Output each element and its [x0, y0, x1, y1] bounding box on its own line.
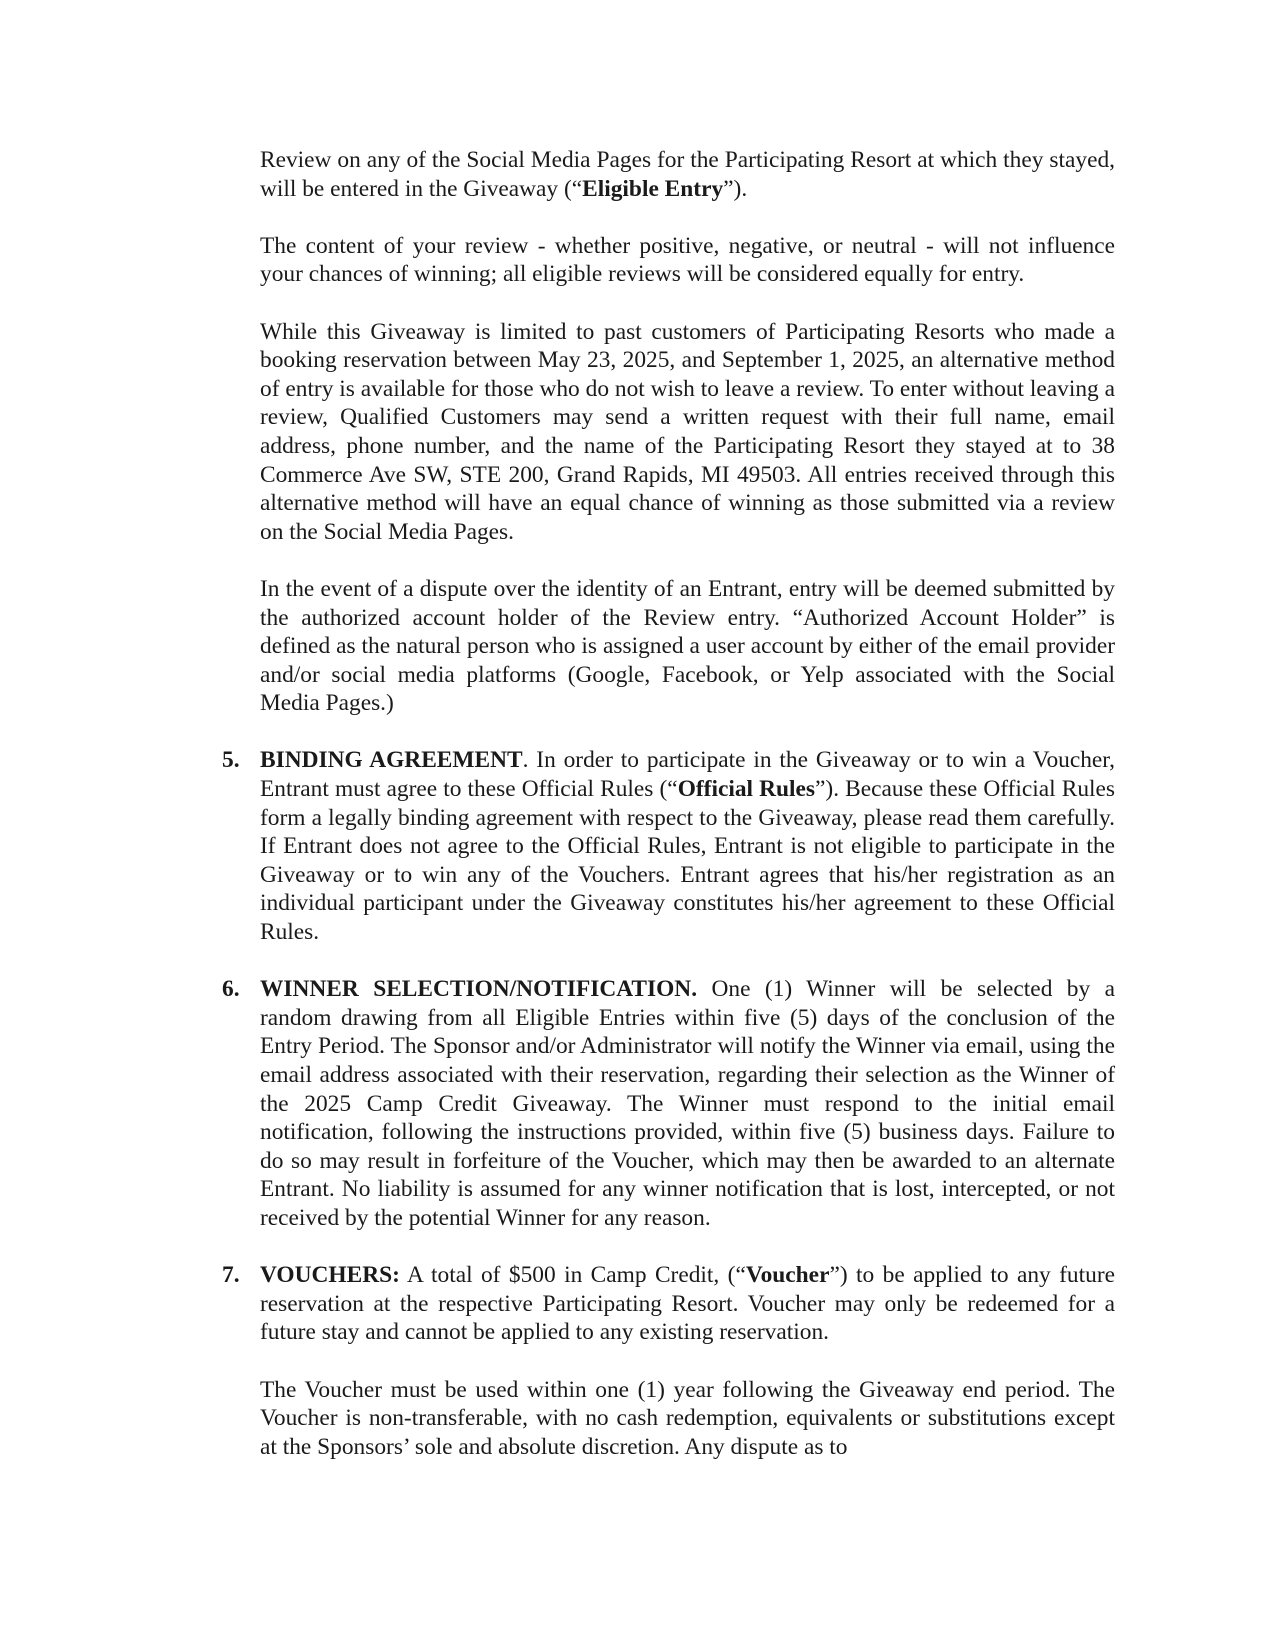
- section-body: [260, 975, 1115, 1232]
- section-body: [260, 746, 1115, 946]
- eligible-entry-paragraph: [260, 146, 1115, 203]
- defined-term: Voucher: [745, 1262, 830, 1289]
- section-vouchers: [222, 1261, 1115, 1461]
- section-binding-agreement: [222, 746, 1116, 946]
- paragraph-text: ”).: [723, 175, 748, 202]
- defined-term: Official Rules: [677, 776, 816, 803]
- section-heading: VOUCHERS:: [260, 1262, 400, 1289]
- section-text: One (1) Winner will be selected by a random drawing from all Eligible Entries within five (5) days of the conclusion of the Entry Period. The Sponsor and/or Administrator will notify the Winner via email, using the email address associated with their reservation, regarding their selection as the Winner of the 2025 Camp Credit Giveaway. The Winner must respond to the initial email notification, following the instructions provided, within five (5) business days. Failure to do so may result in forfeiture of the Voucher, which may then be awarded to an alternate Entrant. No liability is assumed for any winner notification that is lost, intercepted, or not received by the potential Winner for any reason.: [260, 976, 1115, 1231]
- alternative-entry-paragraph: While this Giveaway is limited to past customers of Participating Resorts who made a booking reservation between May 23, 2025, and September 1, 2025, an alternative method of entry is available for those who do not wish to leave a review. To enter without leaving a review, Qualified Customers may send a written request with their full name, email address, phone number, and the name of the Participating Resort they stayed at to 38 Commerce Ave SW, STE 200, Grand Rapids, MI 49503. All entries received through this alternative method will have an equal chance of winning as those submitted via a review on the Social Media Pages.: [260, 318, 1115, 545]
- section-heading: WINNER SELECTION/NOTIFICATION.: [260, 976, 698, 1003]
- section-heading: BINDING AGREEMENT: [260, 747, 523, 774]
- section-number: 6.: [222, 976, 240, 1003]
- defined-term: Eligible Entry: [582, 175, 724, 202]
- section-text: A total of $500 in Camp Credit, (“: [399, 1262, 746, 1289]
- review-content-paragraph: The content of your review - whether positive, negative, or neutral - will not influence your chances of winning; all eligible reviews will be considered equally for entry.: [260, 232, 1115, 288]
- section-text: ”) to be applied to any future reservation at the respective Participating Resort. Voucher may only be redeemed for a future stay and cannot be applied to any existing reservation.: [260, 1262, 1115, 1346]
- voucher-terms-paragraph: The Voucher must be used within one (1) year following the Giveaway end period. The Voucher is non-transferable, with no cash redemption, equivalents or substitutions except at the Sponsors’ sole and absolute discretion. Any dispute as to: [260, 1376, 1115, 1460]
- section-number: 7.: [222, 1262, 240, 1289]
- section-body: [260, 1261, 1115, 1347]
- section-winner-selection: [222, 975, 1115, 1232]
- section-text: ”). Because these Official Rules form a legally binding agreement with respect to the Giveaway, please read them carefully. If Entrant does not agree to the Official Rules, Entrant is not eligible to participate in the Giveaway or to win any of the Vouchers. Entrant agrees that his/her registration as an individual participant under the Giveaway constitutes his/her agreement to these Official Rules.: [260, 776, 1116, 946]
- dispute-paragraph: In the event of a dispute over the identity of an Entrant, entry will be deemed submitted by the authorized account holder of the Review entry. “Authorized Account Holder” is defined as the natural person who is assigned a user account by either of the email provider and/or social media platforms (Google, Facebook, or Yelp associated with the Social Media Pages.): [260, 575, 1115, 717]
- section-text: . In order to participate in the Giveaway or to win a Voucher, Entrant must agree to these Official Rules (“: [260, 747, 1115, 803]
- paragraph-text: Review on any of the Social Media Pages for the Participating Resort at which they stayed, will be entered in the Giveaway (“: [260, 147, 1115, 202]
- document-page: [222, 146, 1116, 1490]
- section-number: 5.: [222, 747, 240, 774]
